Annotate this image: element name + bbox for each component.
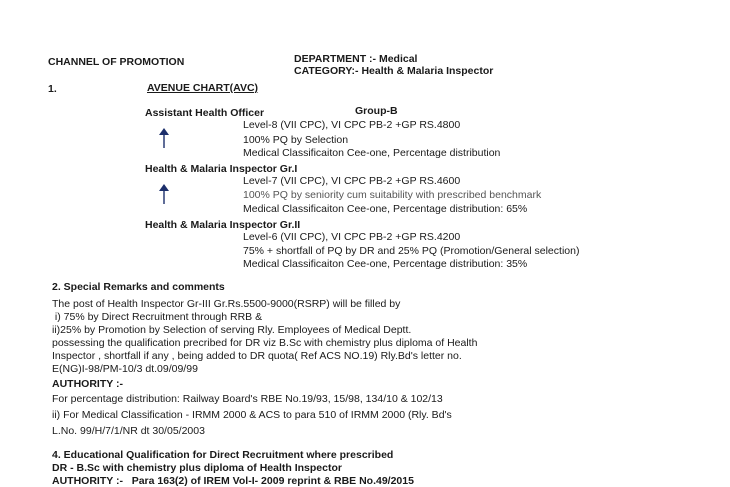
remark-line: E(NG)I-98/PM-10/3 dt.09/09/99	[52, 363, 198, 375]
remark-line: Inspector , shortfall if any , being added to DR quota( Ref ACS NO.19) Rly.Bd's letter no.	[52, 350, 462, 362]
aho-mode: 100% PQ by Selection	[243, 134, 349, 146]
hmi-gr1-level: Level-7 (VII CPC), VI CPC PB-2 +GP RS.4600	[243, 175, 461, 187]
hmi-gr1-mode: 100% PQ by seniority cum suitability with prescribed benchmark	[243, 189, 542, 201]
promotion-arrow-up-icon	[157, 183, 171, 205]
section-4-authority: AUTHORITY :- Para 163(2) of IREM Vol-I- 2009 reprint & RBE No.49/2015	[52, 475, 414, 487]
channel-of-promotion-heading: CHANNEL OF PROMOTION	[48, 56, 185, 68]
authority-line: ii) For Medical Classification - IRMM 2000 & ACS to para 510 of IRMM 2000 (Rly. Bd's	[52, 409, 452, 421]
aho-group: Group-B	[355, 105, 398, 117]
hmi-gr1-classification: Medical Classificaiton Cee-one, Percentage distribution: 65%	[243, 203, 528, 215]
department-label: DEPARTMENT :- Medical	[294, 53, 418, 65]
hmi-gr2-mode: 75% + shortfall of PQ by DR and 25% PQ (Promotion/General selection)	[243, 245, 580, 257]
category-label: CATEGORY:- Health & Malaria Inspector	[294, 65, 494, 77]
remark-line: The post of Health Inspector Gr-III Gr.Rs.5500-9000(RSRP) will be filled by	[52, 298, 401, 310]
section-4-title: 4. Educational Qualification for Direct Recruitment where prescribed	[52, 449, 394, 461]
remark-line: possessing the qualification precribed for DR viz B.Sc with chemistry plus diploma of Health	[52, 337, 478, 349]
dr-qualification: DR - B.Sc with chemistry plus diploma of Health Inspector	[52, 462, 342, 474]
section-2-title: 2. Special Remarks and comments	[52, 281, 225, 293]
hmi-gr2-level: Level-6 (VII CPC), VI CPC PB-2 +GP RS.4200	[243, 231, 461, 243]
aho-title: Assistant Health Officer	[145, 107, 265, 119]
section-1-number: 1.	[48, 83, 57, 95]
promotion-arrow-up-icon	[157, 127, 171, 149]
hmi-gr2-classification: Medical Classificaiton Cee-one, Percentage distribution: 35%	[243, 258, 528, 270]
authority-line: For percentage distribution: Railway Board's RBE No.19/93, 15/98, 134/10 & 102/13	[52, 393, 443, 405]
hmi-gr1-title: Health & Malaria Inspector Gr.I	[145, 163, 298, 175]
remark-line: ii)25% by Promotion by Selection of serving Rly. Employees of Medical Deptt.	[52, 324, 412, 336]
avenue-chart-title: AVENUE CHART(AVC)	[147, 82, 259, 94]
aho-level: Level-8 (VII CPC), VI CPC PB-2 +GP RS.4800	[243, 119, 461, 131]
hmi-gr2-title: Health & Malaria Inspector Gr.II	[145, 219, 301, 231]
remark-line: i) 75% by Direct Recruitment through RRB &	[52, 311, 263, 323]
authority-label: AUTHORITY :-	[52, 378, 123, 390]
authority-line: L.No. 99/H/7/1/NR dt 30/05/2003	[52, 425, 205, 437]
aho-classification: Medical Classificaiton Cee-one, Percentage distribution	[243, 147, 501, 159]
